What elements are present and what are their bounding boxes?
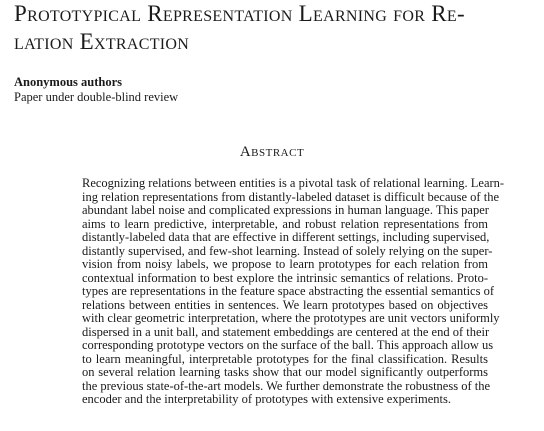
abstract-line: to learn meaningful, interpretable prototypes for the final classification. Results [82, 351, 488, 366]
abstract-line: on several relation learning tasks show that our model significantly outperforms [82, 365, 488, 379]
abstract-line: Recognizing relations between entities is a pivotal task of relational learning. Learn- [82, 176, 505, 190]
abstract-line: abundant label noise and complicated expressions in human language. This paper [82, 203, 489, 217]
abstract-line: corresponding prototype vectors on the surface of the ball. This approach allow us [82, 338, 494, 352]
abstract-line: with clear geometric interpretation, where the prototypes are unit vectors uniformly [82, 311, 500, 325]
abstract-body [82, 176, 505, 407]
paper-title-line-2: lation Extraction [14, 29, 190, 54]
paper-title [14, 0, 538, 56]
review-note: Paper under double-blind review [14, 90, 179, 104]
abstract-heading: Abstract [239, 144, 305, 160]
abstract-line: distantly-labeled data that are effective in different settings, including supervised, [82, 230, 490, 244]
abstract-line: dispersed in a unit ball, and statement embeddings are centered at the end of their [82, 324, 490, 339]
paper-title-line-1: Prototypical Representation Learning for Re- [14, 1, 465, 26]
author-line: Anonymous authors [14, 75, 123, 89]
abstract-line: distantly supervised, and few-shot learning. Instead of solely relying on the super- [82, 243, 493, 258]
abstract-line: contextual information to best explore the intrinsic semantics of relations. Proto- [82, 270, 488, 285]
abstract-line: relations between entities in sentences. We learn prototypes based on objectives [82, 297, 488, 312]
abstract-line: aims to learn predictive, interpretable, and robust relation representations from [82, 216, 488, 231]
abstract-line: the previous state-of-the-art models. We further demonstrate the robustness of the [82, 378, 491, 393]
abstract-line: ing relation representations from distantly-labeled dataset is difficult because of the [82, 189, 499, 204]
abstract-line: vision from noisy labels, we propose to learn prototypes for each relation from [82, 257, 488, 271]
abstract-line: types are representations in the feature space abstracting the essential semantics of [82, 284, 494, 298]
abstract-line: encoder and the interpretability of prototypes with extensive experiments. [82, 392, 451, 406]
